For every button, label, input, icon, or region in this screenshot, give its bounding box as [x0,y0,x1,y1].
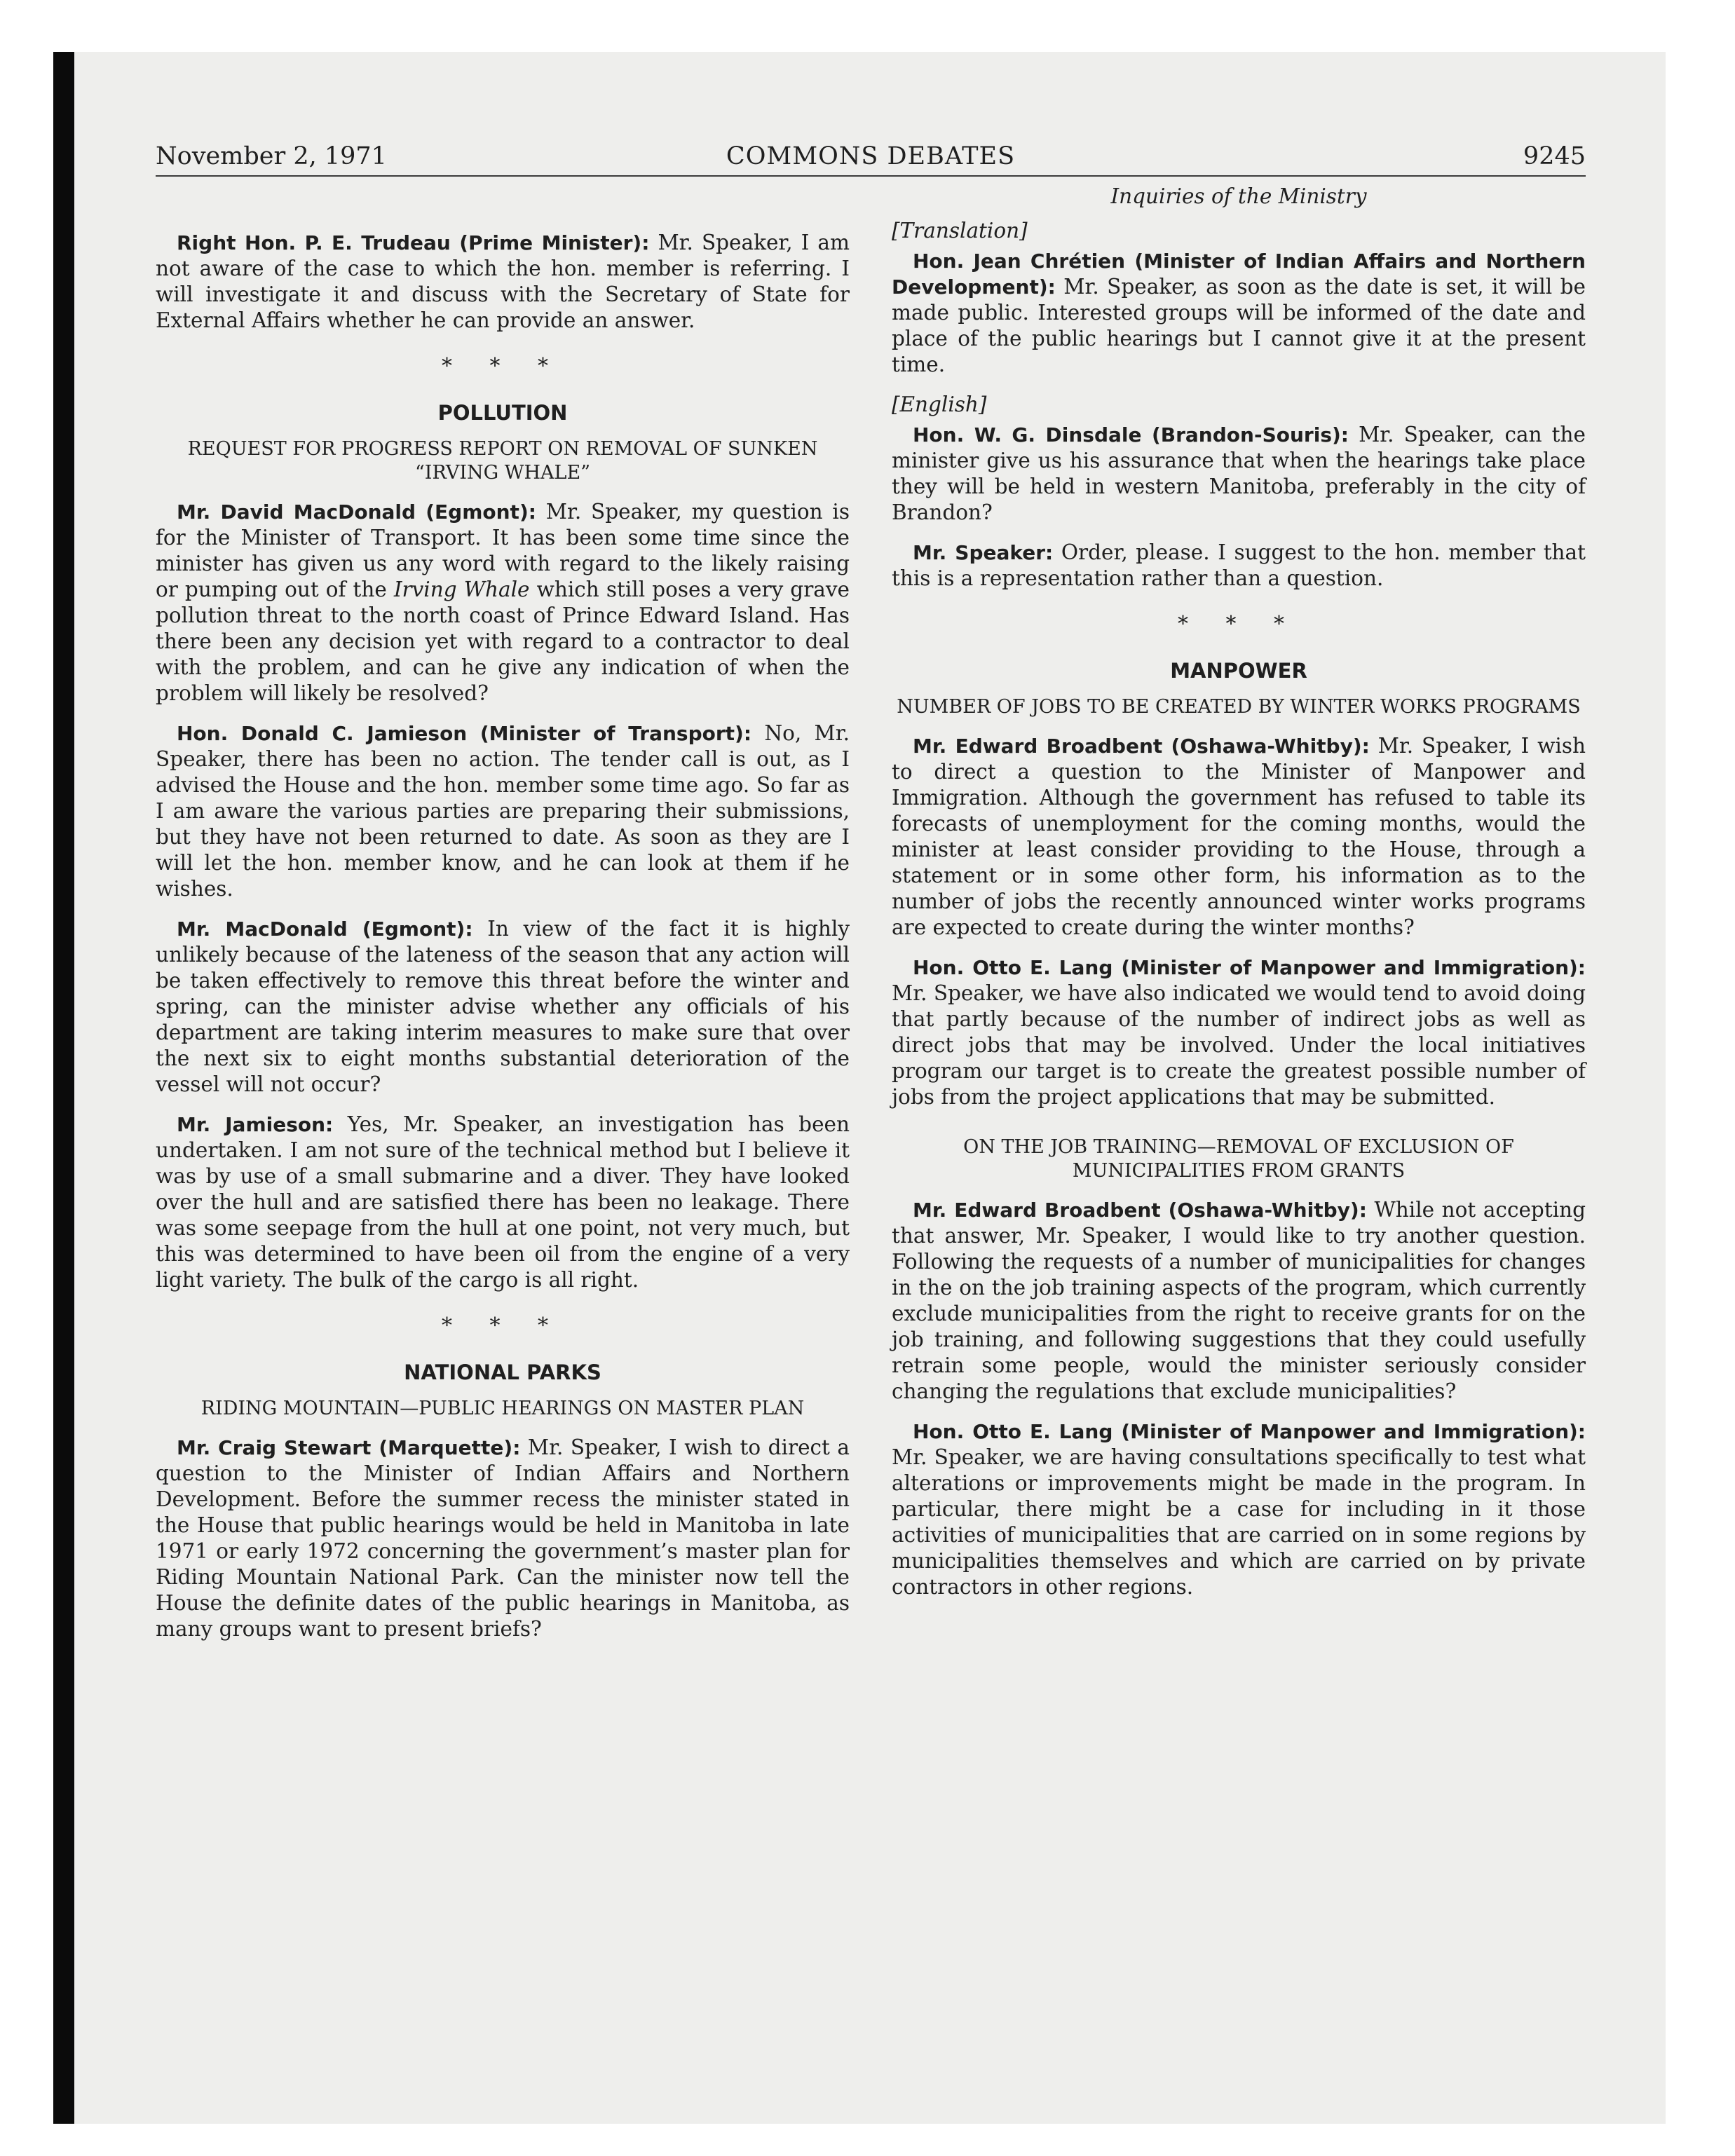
paragraph-text: Mr. Speaker, can the minister give us his assurance that when the hearings take place they will be held in western Manitoba, preferably in the city of Brandon? [892,423,1586,524]
section-heading-national-parks: NATIONAL PARKS [404,1360,601,1384]
paragraph-jamieson-2 [156,1112,850,1293]
paragraph-dinsdale [892,422,1586,526]
paragraph-text: In view of the fact it is highly unlikely because of the lateness of the season that any action will be taken effectively to remove this threat before the winter and spring, can the minister advise whether any officials of his department are taking interim measures to make sure that over the next six to eight months substantial deterioration of the vessel will not occur? [156,917,850,1096]
paragraph-stewart [156,1435,850,1642]
subheading-riding-mountain: RIDING MOUNTAIN—PUBLIC HEARINGS ON MASTER PLAN [200,1398,805,1419]
speaker-name: Mr. Speaker: [913,541,1054,564]
speaker-name: Mr. MacDonald (Egmont): [177,917,473,941]
ship-name: Irving Whale [393,578,530,601]
language-tag-translation: [Translation] [892,219,1028,243]
paragraph-text: Yes, Mr. Speaker, an investigation has been undertaken. I am not sure of the technical method but I believe it was by use of a small submarine and a diver. They have looked over the hull and are satisfied there has been no leakage. There was some seepage from the hull at one point, not very much, but this was determined to have been oil from the engine of a very light variety. The bulk of the cargo is all right. [156,1112,850,1292]
paragraph-text: Mr. Speaker, we are having consultations specifically to test what alterations or improvements might be made in the program. In particular, there might be a case for including in it those activities of municipalities that are carried on in some regions by municipalities themselves and which are carried on by private contractors in other regions. [892,1445,1586,1599]
paragraph-macdonald-2 [156,916,850,1098]
paragraph-text: No, Mr. Speaker, there has been no action. The tender call is out, as I advised the House and the hon. member some time ago. So far as I am aware the various parties are preparing their submissions, but they have not been returned to date. As soon as they are I will let the hon. member know, and he can look at them if he wishes. [156,721,850,901]
paragraph-text: Mr. Speaker, we have also indicated we would tend to avoid doing that partly because of the number of indirect jobs as well as direct jobs that may be involved. Under the local initiatives program our target is to create the greatest possible number of jobs from the project applications that may be submitted. [892,981,1586,1109]
section-heading-manpower: MANPOWER [1170,659,1307,683]
subheading-winter-works: NUMBER OF JOBS TO BE CREATED BY WINTER WORKS PROGRAMS [897,696,1581,718]
speaker-name: Mr. David MacDonald (Egmont): [177,500,536,524]
section-tag: Inquiries of the Ministry [1110,184,1367,208]
paragraph-speaker [892,540,1586,592]
paragraph-text: Order, please. I suggest to the hon. member that this is a representation rather than a question. [892,540,1586,590]
speaker-name: Mr. Craig Stewart (Marquette): [177,1436,521,1459]
paragraph-text: which still poses a very grave pollution threat to the north coast of Prince Edward Island. Has there been any decision yet with regard to a contractor to deal with the problem, and can he give any indication of when the problem will likely be resolved? [156,578,850,705]
speaker-name: Mr. Jamieson: [177,1113,334,1136]
section-separator: * * * [1177,612,1300,636]
header-page-number: 9245 [1523,142,1586,170]
speaker-name: Hon. Jean Chrétien (Minister of Indian Affairs and Northern Development): [892,250,1586,299]
left-column [156,230,850,1656]
speaker-name: Mr. Edward Broadbent (Oshawa-Whitby): [913,1199,1367,1222]
speaker-name: Hon. Otto E. Lang (Minister of Manpower and Immigration): [913,1420,1586,1443]
paragraph-trudeau [156,230,850,334]
paragraph-lang-2 [892,1419,1586,1600]
paragraph-text: Mr. Speaker, I wish to direct a question to the Minister of Manpower and Immigration. Although the government has refused to table its forecasts of unemployment for the coming months, would the minister at least consider providing to the House, through a statement or in some other form, his information as to the number of jobs the recently announced winter works programs are expected to create during the winter months? [892,734,1586,939]
section-heading-pollution: POLLUTION [437,401,568,425]
language-tag-english: [English] [892,393,987,416]
paragraph-text: Mr. Speaker, I am not aware of the case to which the hon. member is referring. I will investigate it and discuss with the Secretary of State for External Affairs whether he can provide an answer. [156,231,850,332]
scan-edge [53,52,74,2124]
speaker-name: Hon. W. G. Dinsdale (Brandon-Souris): [913,423,1349,446]
paragraph-broadbent [892,733,1586,941]
paragraph-macdonald [156,499,850,707]
paragraph-lang [892,955,1586,1110]
paragraph-chretien [892,248,1586,378]
running-head [156,140,1586,177]
speaker-name: Hon. Donald C. Jamieson (Minister of Transport): [177,722,752,745]
header-date: November 2, 1971 [156,142,387,170]
paragraph-text: Mr. Speaker, I wish to direct a question to the Minister of Indian Affairs and Northern Development. Before the summer recess the minister stated in the House that public hearings would be held in Manitoba in late 1971 or early 1972 concerning the government’s master plan for Riding Mountain National Park. Can the minister now tell the House the definite dates of the public hearings in Manitoba, as many groups want to present briefs? [156,1435,850,1641]
paragraph-text: While not accepting that answer, Mr. Speaker, I would like to try another question. Following the requests of a number of municipalities for changes in the on the job training aspects of the program, which currently exclude municipalities from the right to receive grants for on the job training, and following suggestions that they could usefully retrain some people, would the minister seriously consider changing the regulations that exclude municipalities? [892,1198,1586,1403]
paragraph-text: Mr. Speaker, as soon as the date is set, it will be made public. Interested groups will be informed of the date and place of the public hearings but I cannot give it at the present time. [892,275,1586,376]
section-separator: * * * [441,1314,564,1338]
right-column [892,184,1586,1614]
speaker-name: Hon. Otto E. Lang (Minister of Manpower and Immigration): [913,956,1586,979]
paragraph-text: Mr. Speaker, my question is for the Minister of Transport. It has been some time since the minister has given us any word with regard to the likely raising or pumping out of the [156,500,850,601]
subheading-job-training: ON THE JOB TRAINING—REMOVAL OF EXCLUSION OF MUNICIPALITIES FROM GRANTS [963,1136,1514,1182]
section-separator: * * * [441,354,564,378]
subheading-irving-whale: REQUEST FOR PROGRESS REPORT ON REMOVAL OF SUNKEN “IRVING WHALE” [187,438,818,484]
speaker-name: Mr. Edward Broadbent (Oshawa-Whitby): [913,735,1370,758]
header-title: COMMONS DEBATES [726,142,1016,170]
paragraph-jamieson [156,721,850,902]
paragraph-broadbent-2 [892,1197,1586,1405]
speaker-name: Right Hon. P. E. Trudeau (Prime Minister): [177,231,650,254]
